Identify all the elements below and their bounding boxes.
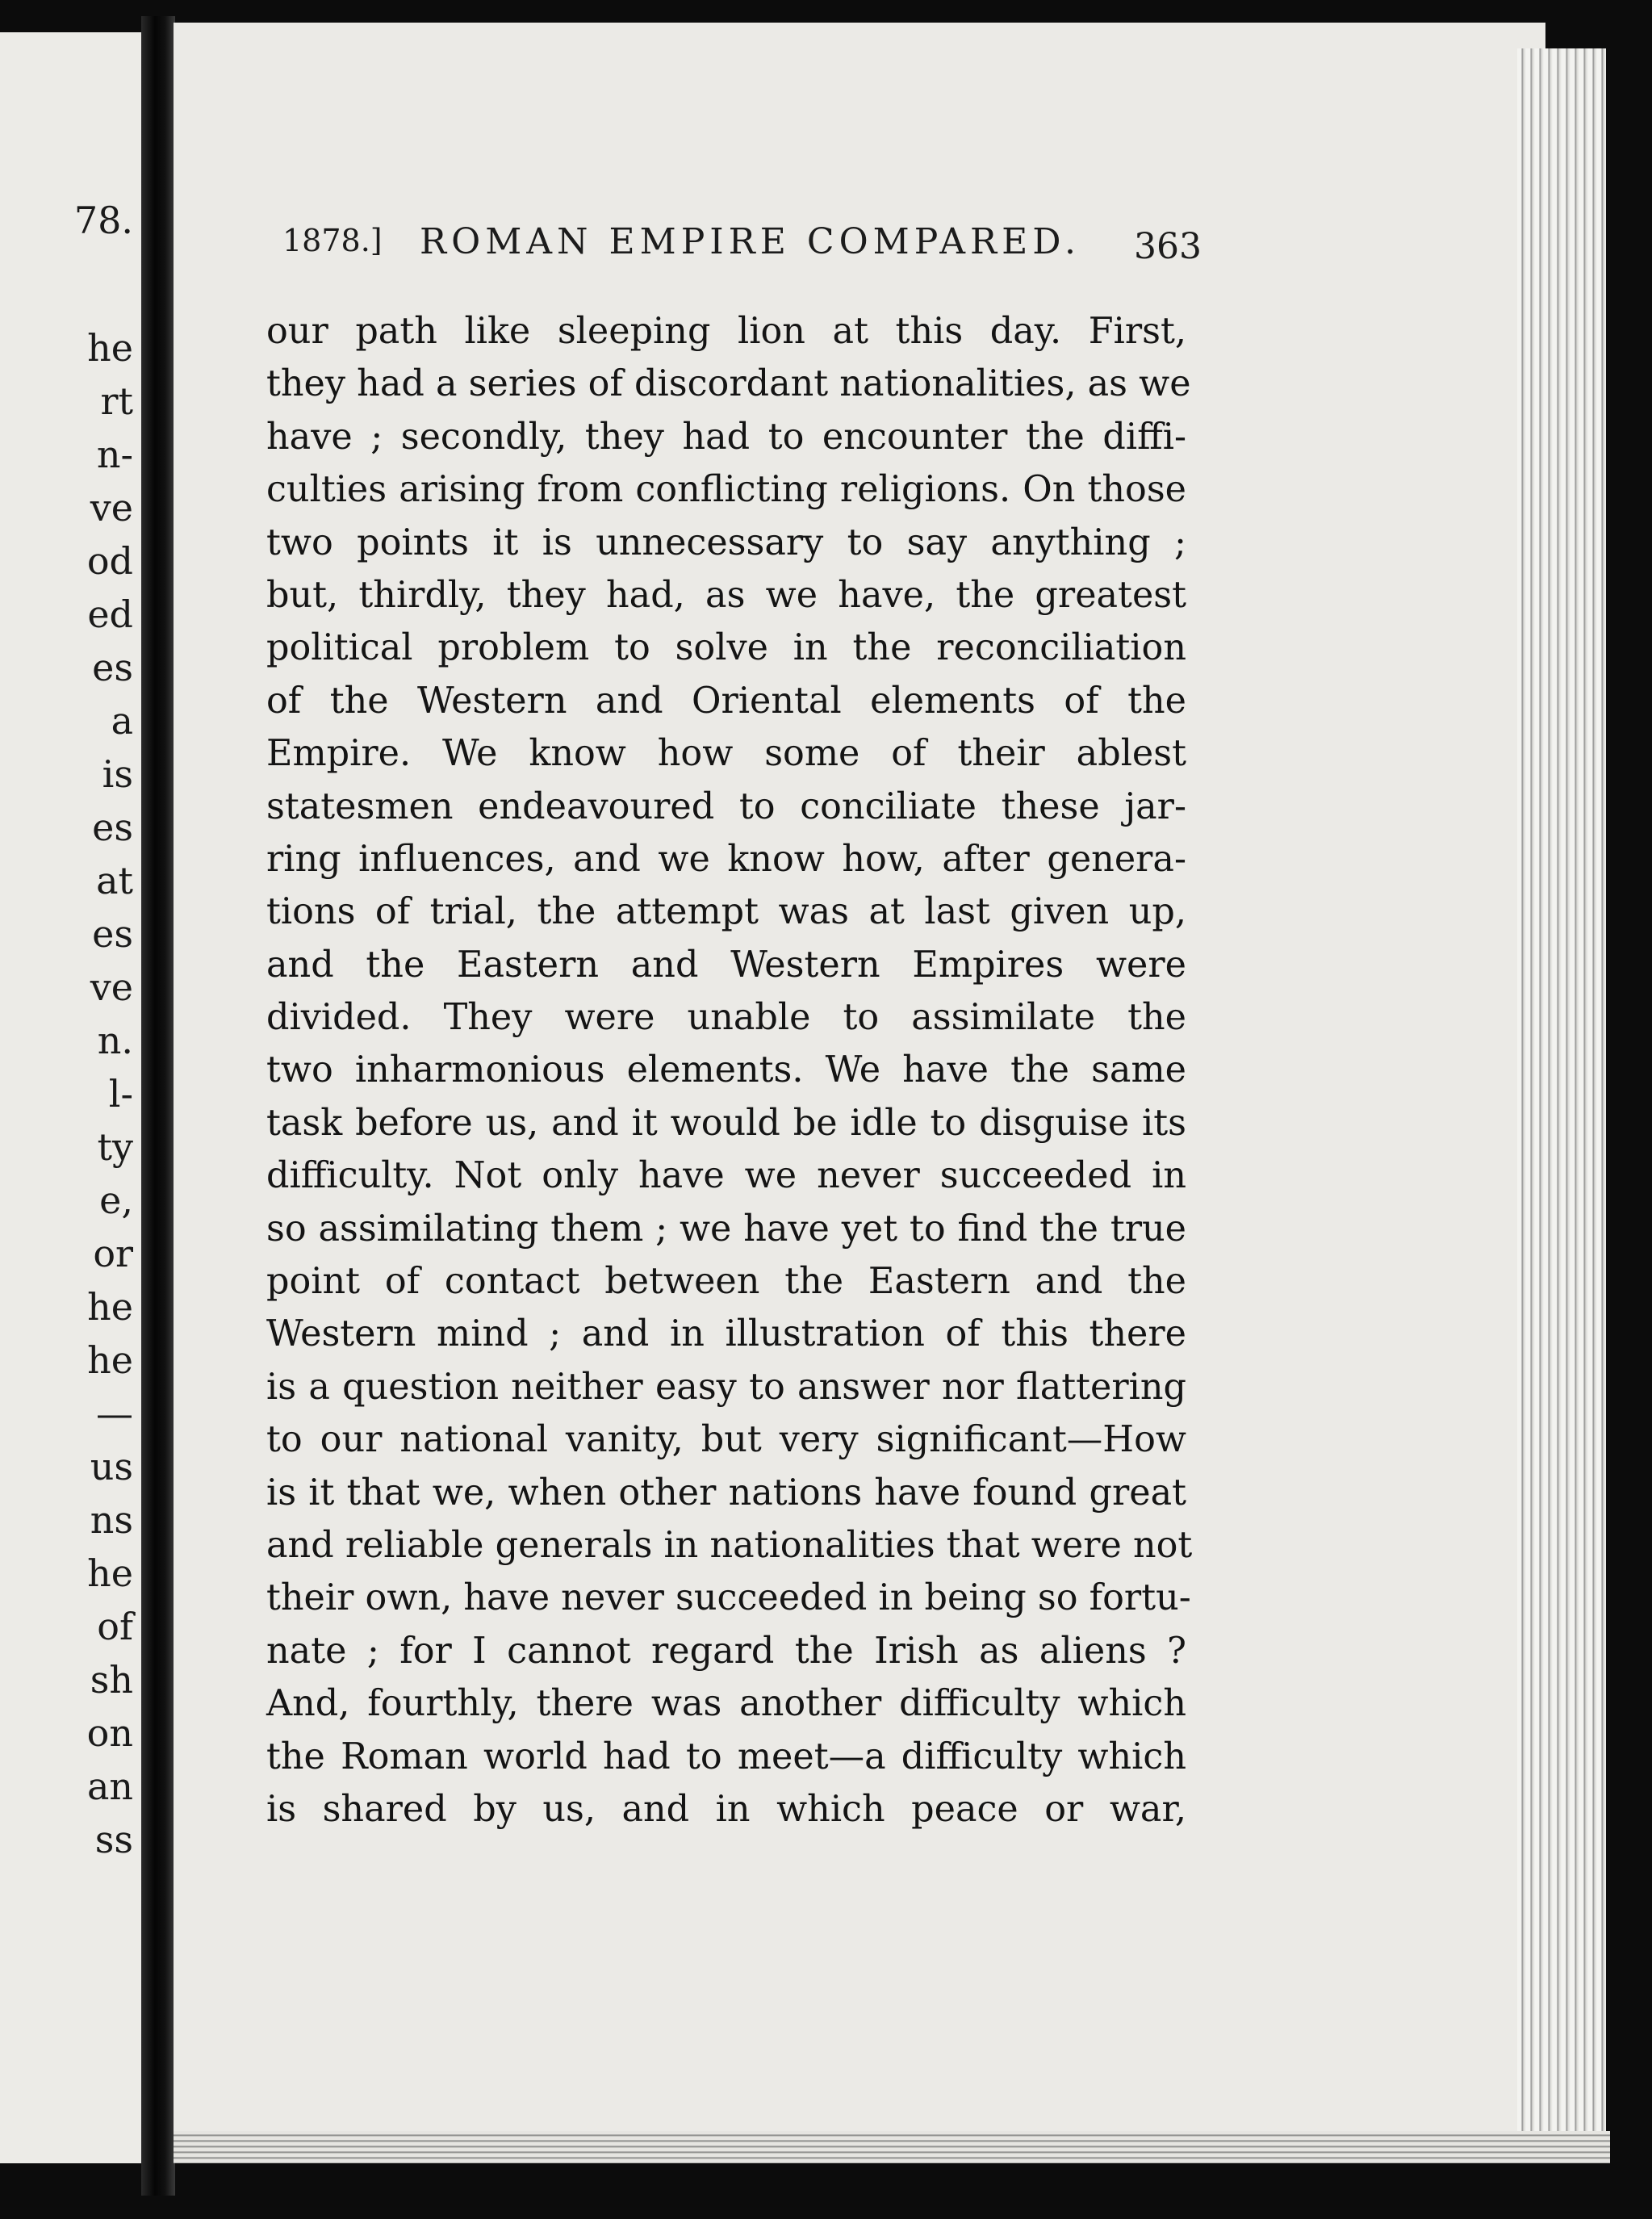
left-page-line: e, — [99, 1179, 133, 1222]
left-page-line: is — [102, 752, 133, 796]
text-line: difficulty. Not only have we never succeeded in — [266, 1155, 1186, 1197]
text-line: is it that we, when other nations have found great — [266, 1472, 1186, 1514]
text-line: ring influences, and we know how, after genera- — [266, 838, 1186, 880]
left-page-line: es — [92, 912, 133, 956]
left-page-line: ve — [90, 965, 133, 1009]
text-line: is shared by us, and in which peace or war, — [266, 1788, 1186, 1830]
left-page-line: n- — [96, 433, 133, 476]
text-line: tions of trial, the attempt was at last given up, — [266, 891, 1186, 933]
text-line: political problem to solve in the reconciliation — [266, 627, 1186, 669]
text-line: culties arising from conflicting religions. On those — [266, 469, 1186, 511]
left-page-line: sh — [90, 1658, 133, 1702]
text-line: to our national vanity, but very significant—How — [266, 1419, 1186, 1461]
left-page-line: at — [96, 859, 133, 902]
body-text — [266, 305, 1193, 1836]
left-page-line: on — [86, 1711, 133, 1755]
text-line: of the Western and Oriental elements of the — [266, 680, 1186, 722]
left-page-line: he — [87, 326, 133, 370]
text-line: Western mind ; and in illustration of this there — [266, 1313, 1186, 1355]
text-line: statesmen endeavoured to conciliate these jar- — [266, 785, 1186, 827]
left-page-line: es — [92, 646, 133, 689]
page-edges — [1517, 48, 1606, 2147]
bottom-page-edges — [174, 2131, 1610, 2163]
left-page-line: he — [87, 1338, 133, 1382]
text-line: our path like sleeping lion at this day. First, — [266, 311, 1186, 352]
left-page-line: n. — [97, 1019, 133, 1062]
text-line: is a question neither easy to answer nor flattering — [266, 1366, 1186, 1408]
left-page-line: ss — [94, 1818, 133, 1861]
text-line: the Roman world had to meet—a difficulty which — [266, 1735, 1186, 1777]
left-page-line: ed — [87, 592, 133, 636]
text-line: and reliable generals in nationalities that were not — [266, 1524, 1193, 1566]
left-page-line: 78. — [73, 199, 133, 242]
left-page-line: or — [93, 1232, 133, 1275]
text-line: task before us, and it would be idle to disguise its — [266, 1102, 1186, 1144]
book-gutter — [141, 16, 175, 2196]
text-line: two points it is unnecessary to say anything ; — [266, 521, 1186, 563]
text-line: divided. They were unable to assimilate the — [266, 997, 1186, 1039]
left-page-line: od — [86, 539, 133, 583]
running-head-year: 1878.] — [282, 223, 383, 258]
left-page-line: of — [97, 1605, 133, 1648]
left-page-line: he — [87, 1285, 133, 1329]
text-line: two inharmonious elements. We have the same — [266, 1049, 1186, 1091]
left-page-line: ns — [90, 1498, 133, 1542]
left-page-line: us — [90, 1445, 133, 1488]
left-page-line: l- — [108, 1072, 133, 1116]
left-page-line: ty — [97, 1125, 133, 1169]
text-line: but, thirdly, they had, as we have, the greatest — [266, 574, 1186, 616]
page-number: 363 — [1134, 226, 1202, 267]
text-line: And, fourthly, there was another difficulty which — [266, 1683, 1186, 1725]
running-head-title: ROMAN EMPIRE COMPARED. — [420, 221, 1081, 262]
left-page-line: a — [111, 699, 133, 743]
left-page-fragment — [0, 32, 141, 2163]
left-page-line: an — [86, 1765, 133, 1808]
left-page-line: ve — [90, 486, 133, 530]
text-line: their own, have never succeeded in being so fortu- — [266, 1577, 1191, 1619]
text-line: point of contact between the Eastern and the — [266, 1261, 1186, 1303]
left-page-line: he — [87, 1551, 133, 1595]
text-line: Empire. We know how some of their ablest — [266, 733, 1186, 775]
text-line: they had a series of discordant nationalities, as we — [266, 363, 1191, 405]
text-line: nate ; for I cannot regard the Irish as aliens ? — [266, 1630, 1186, 1672]
text-line: and the Eastern and Western Empires were — [266, 944, 1186, 986]
left-page-line: es — [92, 806, 133, 849]
left-page-line: — — [96, 1392, 133, 1435]
left-page-line: rt — [100, 379, 133, 423]
text-line: have ; secondly, they had to encounter the diffi- — [266, 416, 1186, 458]
text-line: so assimilating them ; we have yet to find the true — [266, 1208, 1186, 1250]
running-head — [282, 218, 1202, 267]
